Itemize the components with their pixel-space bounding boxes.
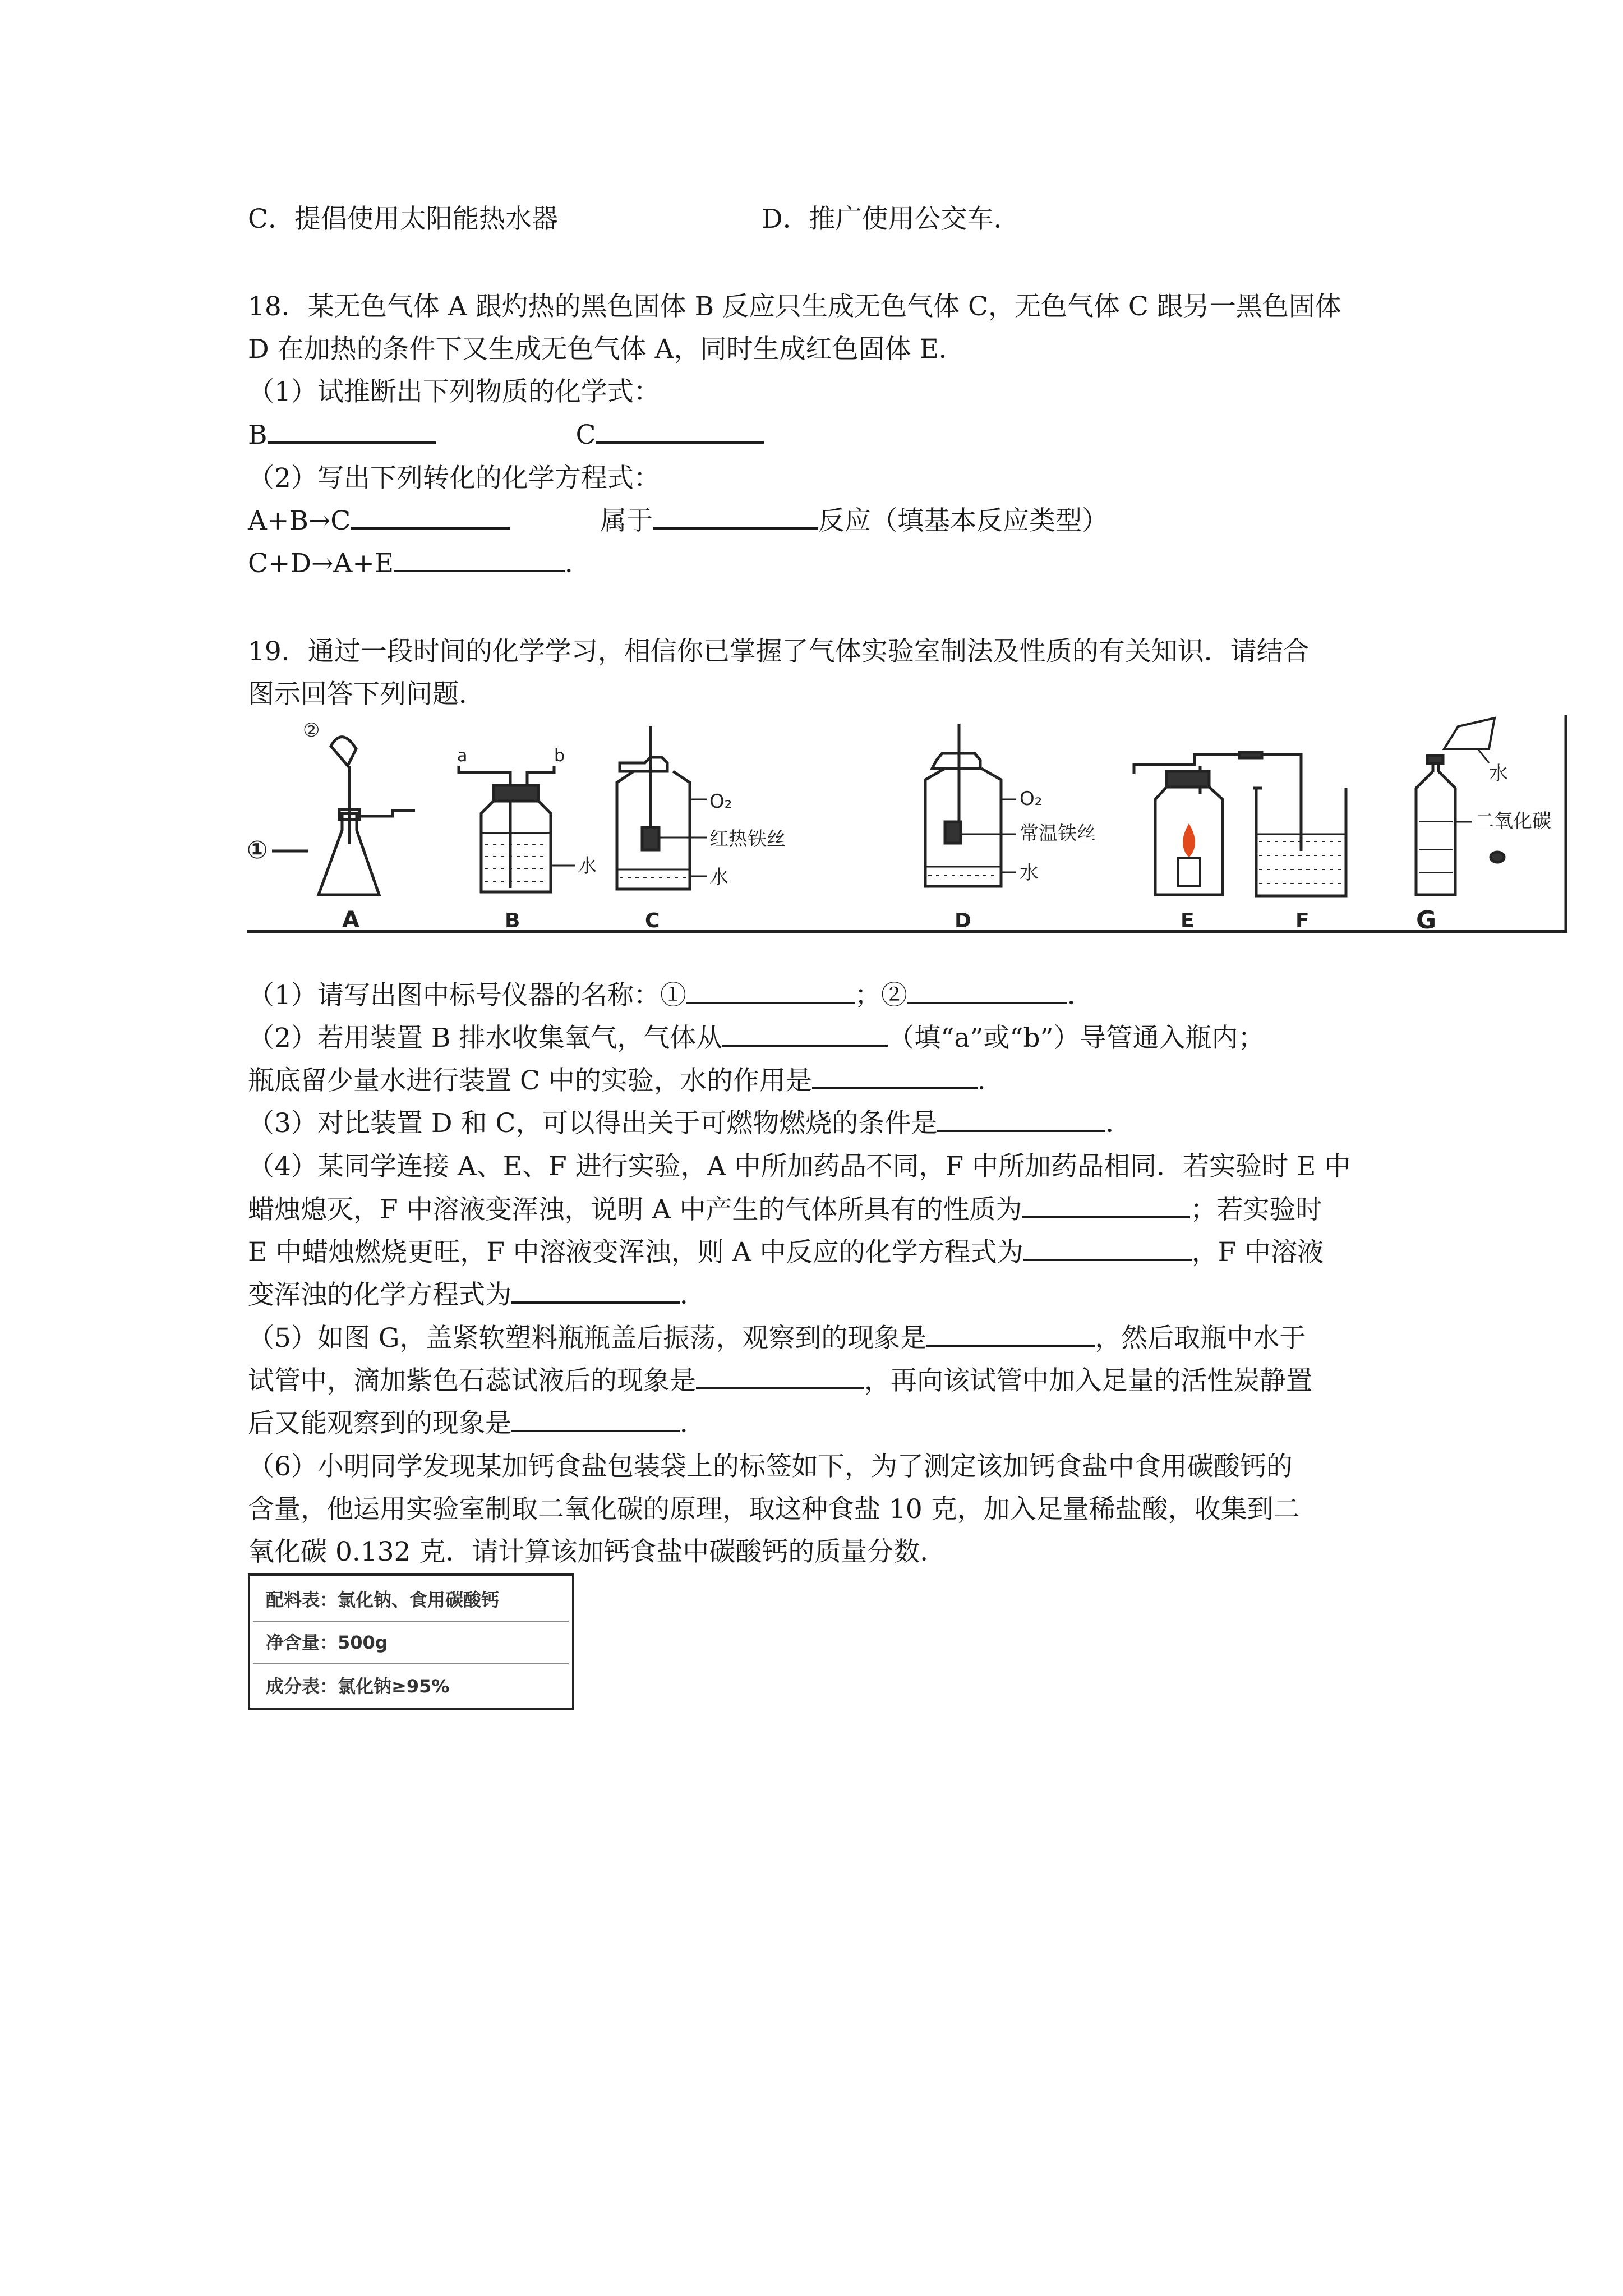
apparatus-a bbox=[247, 719, 415, 933]
q18-intro-1: 18．某无色气体 A 跟灼热的黑色固体 B 反应只生成无色气体 C，无色气体 C 跟另一黑色固体 bbox=[248, 291, 1341, 322]
apparatus-b bbox=[457, 746, 597, 932]
svg-text:F: F bbox=[1295, 909, 1310, 932]
q19-line-5b: 试管中，滴加紫色石蕊试液后的现象是 ，再向该试管中加入足量的活性炭静置 bbox=[248, 1365, 1312, 1396]
svg-text:a: a bbox=[457, 746, 468, 766]
svg-text:E: E bbox=[1181, 909, 1195, 932]
answer-blank-water-role[interactable] bbox=[812, 1065, 978, 1089]
q19-intro-2: 图示回答下列问题． bbox=[248, 679, 485, 710]
label-net-content: 净含量：500g bbox=[266, 1632, 388, 1653]
answer-blank-gas-property[interactable] bbox=[1022, 1194, 1190, 1218]
answer-blank-litmus[interactable] bbox=[696, 1365, 864, 1389]
option-c: C．提倡使用太阳能热水器 bbox=[248, 204, 558, 234]
q19-line-4c: E 中蜡烛燃烧更旺，F 中溶液变浑浊，则 A 中反应的化学方程式为 ，F 中溶液 bbox=[248, 1237, 1324, 1268]
apparatus-d bbox=[925, 724, 1096, 932]
marker-1: ① bbox=[247, 836, 268, 864]
label-divider bbox=[253, 1663, 569, 1664]
svg-text:水: 水 bbox=[578, 855, 597, 877]
svg-text:O₂: O₂ bbox=[1020, 788, 1043, 810]
label-composition: 成分表：氯化钠≥95% bbox=[266, 1676, 450, 1697]
apparatus-e bbox=[1134, 752, 1301, 932]
q19-line-4d: 变浑浊的化学方程式为 ． bbox=[248, 1280, 706, 1310]
answer-blank-observation[interactable] bbox=[926, 1322, 1095, 1347]
q19-line-4b: 蜡烛熄灭，F 中溶液变浑浊，说明 A 中产生的气体所具有的性质为 ；若实验时 bbox=[248, 1194, 1322, 1225]
answer-blank-equation-f[interactable] bbox=[511, 1279, 680, 1304]
q19-line-5c: 后又能观察到的现象是 ． bbox=[248, 1408, 706, 1439]
answer-blank-instrument-2[interactable] bbox=[907, 979, 1067, 1004]
answer-blank-carbon[interactable] bbox=[511, 1407, 680, 1432]
apparatus-c bbox=[617, 726, 786, 932]
answer-blank-combustion[interactable] bbox=[937, 1107, 1105, 1132]
q18-eq-2: C+D→A+E ． bbox=[248, 548, 592, 579]
q19-line-5a: （5）如图 G，盖紧软塑料瓶瓶盖后振荡，观察到的现象是 ，然后取瓶中水于 bbox=[248, 1323, 1306, 1354]
apparatus-figure bbox=[247, 710, 1567, 934]
apparatus-g bbox=[1416, 718, 1551, 934]
q19-line-2a: （2）若用装置 B 排水收集氧气，气体从 （填“a”或“b”）导管通入瓶内； bbox=[248, 1023, 1265, 1053]
svg-text:B: B bbox=[505, 909, 520, 932]
svg-text:常温铁丝: 常温铁丝 bbox=[1020, 822, 1096, 845]
candle-flame bbox=[1183, 825, 1195, 857]
q18-eq-1: A+B→C 属于 反应（填基本反应类型） bbox=[248, 505, 1109, 536]
answer-blank-instrument-1[interactable] bbox=[686, 979, 855, 1004]
svg-text:水: 水 bbox=[1489, 762, 1508, 785]
q18-answer-bc: B C bbox=[248, 419, 764, 452]
svg-text:G: G bbox=[1416, 906, 1437, 934]
q19-line-2b: 瓶底留少量水进行装置 C 中的实验，水的作用是 ． bbox=[248, 1065, 1004, 1096]
svg-text:b: b bbox=[554, 746, 565, 766]
q19-line-4a: （4）某同学连接 A、E、F 进行实验，A 中所加药品不同，F 中所加药品相同．若实验时 E 中 bbox=[248, 1151, 1351, 1182]
answer-blank-equation-a[interactable] bbox=[1023, 1236, 1192, 1261]
answer-blank-c[interactable] bbox=[596, 419, 764, 444]
answer-blank-reaction-type[interactable] bbox=[653, 505, 818, 530]
svg-text:红热铁丝: 红热铁丝 bbox=[709, 828, 786, 850]
q19-line-1: （1）请写出图中标号仪器的名称：① ；② ． bbox=[248, 980, 1094, 1011]
label-ingredients: 配料表：氯化钠、食用碳酸钙 bbox=[266, 1589, 500, 1611]
q19-line-3: （3）对比装置 D 和 C，可以得出关于可燃物燃烧的条件是 ． bbox=[248, 1108, 1132, 1139]
q19-line-6b: 含量，他运用实验室制取二氧化碳的原理，取这种食盐 10 克，加入足量稀盐酸，收集到二 bbox=[248, 1494, 1300, 1525]
q19-line-6c: 氧化碳 0.132 克．请计算该加钙食盐中碳酸钙的质量分数． bbox=[248, 1536, 947, 1567]
answer-blank-b[interactable] bbox=[268, 419, 436, 444]
svg-text:O₂: O₂ bbox=[709, 790, 732, 813]
q18-part-2: （2）写出下列转化的化学方程式： bbox=[248, 463, 660, 494]
q19-line-6a: （6）小明同学发现某加钙食盐包装袋上的标签如下，为了测定该加钙食盐中食用碳酸钙的 bbox=[248, 1451, 1293, 1482]
marker-2: ② bbox=[303, 719, 320, 742]
q19-intro-1: 19．通过一段时间的化学学习，相信你已掌握了气体实验室制法及性质的有关知识．请结合 bbox=[248, 636, 1310, 667]
q18-part-1: （1）试推断出下列物质的化学式： bbox=[248, 376, 660, 407]
answer-blank-eq2[interactable] bbox=[394, 547, 565, 572]
answer-blank-tube[interactable] bbox=[722, 1022, 888, 1047]
svg-text:A: A bbox=[342, 907, 359, 933]
svg-text:C: C bbox=[645, 909, 660, 932]
svg-text:水: 水 bbox=[1020, 862, 1039, 884]
answer-blank-eq1[interactable] bbox=[351, 505, 510, 530]
salt-package-label bbox=[248, 1573, 574, 1710]
q18-intro-2: D 在加热的条件下又生成无色气体 A，同时生成红色固体 E． bbox=[248, 334, 965, 365]
option-d: D．推广使用公交车． bbox=[762, 204, 1020, 234]
svg-text:水: 水 bbox=[709, 866, 728, 889]
svg-text:二氧化碳: 二氧化碳 bbox=[1475, 810, 1551, 832]
svg-text:D: D bbox=[955, 909, 971, 932]
label-divider bbox=[253, 1621, 569, 1622]
